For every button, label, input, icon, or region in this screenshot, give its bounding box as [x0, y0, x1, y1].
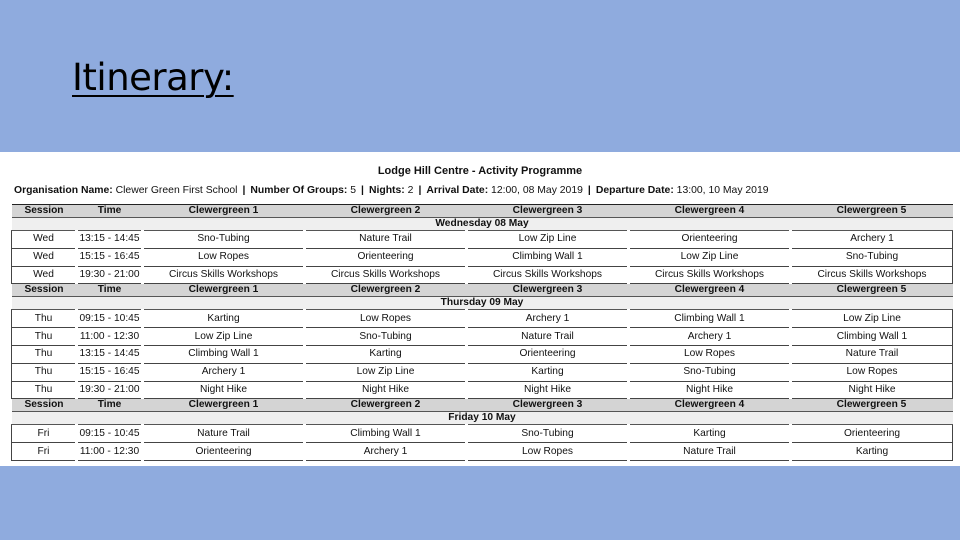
info-value: 13:00, 10 May 2019 — [673, 185, 769, 196]
table-row — [12, 345, 953, 363]
table-cell: Thu — [12, 328, 77, 346]
day-row — [12, 218, 953, 231]
table-cell: Circus Skills Workshops — [629, 266, 791, 284]
table-cell: Night Hike — [467, 381, 629, 399]
table-cell: Wed — [12, 248, 77, 266]
column-header: Session — [12, 205, 77, 218]
table-cell: Archery 1 — [143, 363, 305, 381]
table-cell: Karting — [791, 443, 953, 461]
table-cell: Low Zip Line — [629, 248, 791, 266]
table-cell: Karting — [143, 310, 305, 328]
column-header: Session — [12, 399, 77, 412]
table-header-row — [12, 284, 953, 297]
table-cell: Orienteering — [629, 231, 791, 249]
table-cell: Thu — [12, 345, 77, 363]
table-cell: Fri — [12, 443, 77, 461]
table-cell: Circus Skills Workshops — [791, 266, 953, 284]
column-header: Clewergreen 5 — [791, 399, 953, 412]
table-cell: Nature Trail — [629, 443, 791, 461]
table-cell: Sno-Tubing — [305, 328, 467, 346]
table-row — [12, 231, 953, 249]
table-cell: Karting — [305, 345, 467, 363]
table-cell: Nature Trail — [467, 328, 629, 346]
info-separator: | — [587, 185, 591, 196]
column-header: Clewergreen 5 — [791, 284, 953, 297]
table-cell: Night Hike — [143, 381, 305, 399]
table-row — [12, 443, 953, 461]
table-cell: Nature Trail — [791, 345, 953, 363]
table-cell: Climbing Wall 1 — [467, 248, 629, 266]
table-header-row — [12, 399, 953, 412]
schedule-table — [11, 204, 953, 461]
table-row — [12, 328, 953, 346]
table-cell: 19:30 - 21:00 — [77, 381, 143, 399]
sheet-title: Lodge Hill Centre - Activity Programme — [377, 165, 583, 177]
table-cell: Archery 1 — [467, 310, 629, 328]
table-cell: Sno-Tubing — [629, 363, 791, 381]
table-cell: 13:15 - 14:45 — [77, 345, 143, 363]
column-header: Clewergreen 4 — [629, 399, 791, 412]
table-cell: 15:15 - 16:45 — [77, 363, 143, 381]
table-cell: Wed — [12, 231, 77, 249]
column-header: Clewergreen 2 — [305, 399, 467, 412]
table-row — [12, 310, 953, 328]
table-cell: 11:00 - 12:30 — [77, 443, 143, 461]
table-cell: Sno-Tubing — [791, 248, 953, 266]
table-cell: Archery 1 — [629, 328, 791, 346]
day-row — [12, 297, 953, 310]
table-cell: Orienteering — [143, 443, 305, 461]
programme-info-line — [14, 185, 954, 196]
table-cell: 15:15 - 16:45 — [77, 248, 143, 266]
table-cell: Thu — [12, 363, 77, 381]
column-header: Clewergreen 1 — [143, 284, 305, 297]
table-header-row — [12, 205, 953, 218]
table-cell: Nature Trail — [305, 231, 467, 249]
table-cell: Low Zip Line — [305, 363, 467, 381]
table-cell: Wed — [12, 266, 77, 284]
info-value: 5 — [347, 185, 357, 196]
table-cell: Low Ropes — [143, 248, 305, 266]
info-separator: | — [418, 185, 422, 196]
info-label: Departure Date: — [595, 185, 674, 196]
column-header: Time — [77, 284, 143, 297]
table-cell: Night Hike — [791, 381, 953, 399]
table-cell: Archery 1 — [305, 443, 467, 461]
column-header: Clewergreen 1 — [143, 205, 305, 218]
table-cell: Night Hike — [629, 381, 791, 399]
info-separator: | — [242, 185, 246, 196]
info-label: Organisation Name: — [14, 185, 113, 196]
table-cell: Low Ropes — [791, 363, 953, 381]
info-label: Number Of Groups: — [250, 185, 348, 196]
table-cell: 11:00 - 12:30 — [77, 328, 143, 346]
table-cell: Low Zip Line — [467, 231, 629, 249]
column-header: Clewergreen 5 — [791, 205, 953, 218]
info-value: Clewer Green First School — [112, 185, 238, 196]
table-cell: Karting — [629, 425, 791, 443]
table-cell: Climbing Wall 1 — [629, 310, 791, 328]
table-cell: Low Ropes — [629, 345, 791, 363]
table-cell: Climbing Wall 1 — [791, 328, 953, 346]
info-value: 2 — [404, 185, 414, 196]
table-row — [12, 381, 953, 399]
table-cell: Orienteering — [467, 345, 629, 363]
table-cell: Low Ropes — [467, 443, 629, 461]
table-cell: Fri — [12, 425, 77, 443]
table-cell: Circus Skills Workshops — [467, 266, 629, 284]
day-label: Thursday 09 May — [12, 297, 953, 310]
column-header: Session — [12, 284, 77, 297]
table-cell: Archery 1 — [791, 231, 953, 249]
table-row — [12, 266, 953, 284]
table-cell: Karting — [467, 363, 629, 381]
table-cell: 13:15 - 14:45 — [77, 231, 143, 249]
info-value: 12:00, 08 May 2019 — [488, 185, 583, 196]
info-separator: | — [361, 185, 364, 196]
table-cell: Night Hike — [305, 381, 467, 399]
activity-programme-sheet — [0, 152, 960, 466]
table-cell: Thu — [12, 310, 77, 328]
table-cell: 19:30 - 21:00 — [77, 266, 143, 284]
day-label: Wednesday 08 May — [12, 218, 953, 231]
column-header: Clewergreen 3 — [467, 205, 629, 218]
table-cell: Thu — [12, 381, 77, 399]
table-row — [12, 248, 953, 266]
table-cell: Low Zip Line — [143, 328, 305, 346]
table-cell: Orienteering — [305, 248, 467, 266]
table-row — [12, 425, 953, 443]
column-header: Clewergreen 4 — [629, 284, 791, 297]
day-row — [12, 412, 953, 425]
info-label: Nights: — [368, 185, 405, 196]
table-cell: Climbing Wall 1 — [143, 345, 305, 363]
column-header: Clewergreen 3 — [467, 399, 629, 412]
table-cell: Circus Skills Workshops — [143, 266, 305, 284]
slide-title: Itinerary: — [72, 56, 234, 99]
day-label: Friday 10 May — [12, 412, 953, 425]
table-cell: Circus Skills Workshops — [305, 266, 467, 284]
table-row — [12, 363, 953, 381]
info-label: Arrival Date: — [426, 185, 489, 196]
table-cell: 09:15 - 10:45 — [77, 425, 143, 443]
column-header: Clewergreen 2 — [305, 205, 467, 218]
table-cell: Sno-Tubing — [143, 231, 305, 249]
column-header: Time — [77, 205, 143, 218]
column-header: Clewergreen 2 — [305, 284, 467, 297]
column-header: Clewergreen 1 — [143, 399, 305, 412]
table-cell: 09:15 - 10:45 — [77, 310, 143, 328]
table-cell: Low Ropes — [305, 310, 467, 328]
table-cell: Climbing Wall 1 — [305, 425, 467, 443]
table-cell: Low Zip Line — [791, 310, 953, 328]
table-cell: Orienteering — [791, 425, 953, 443]
table-cell: Sno-Tubing — [467, 425, 629, 443]
table-cell: Nature Trail — [143, 425, 305, 443]
column-header: Time — [77, 399, 143, 412]
column-header: Clewergreen 4 — [629, 205, 791, 218]
column-header: Clewergreen 3 — [467, 284, 629, 297]
